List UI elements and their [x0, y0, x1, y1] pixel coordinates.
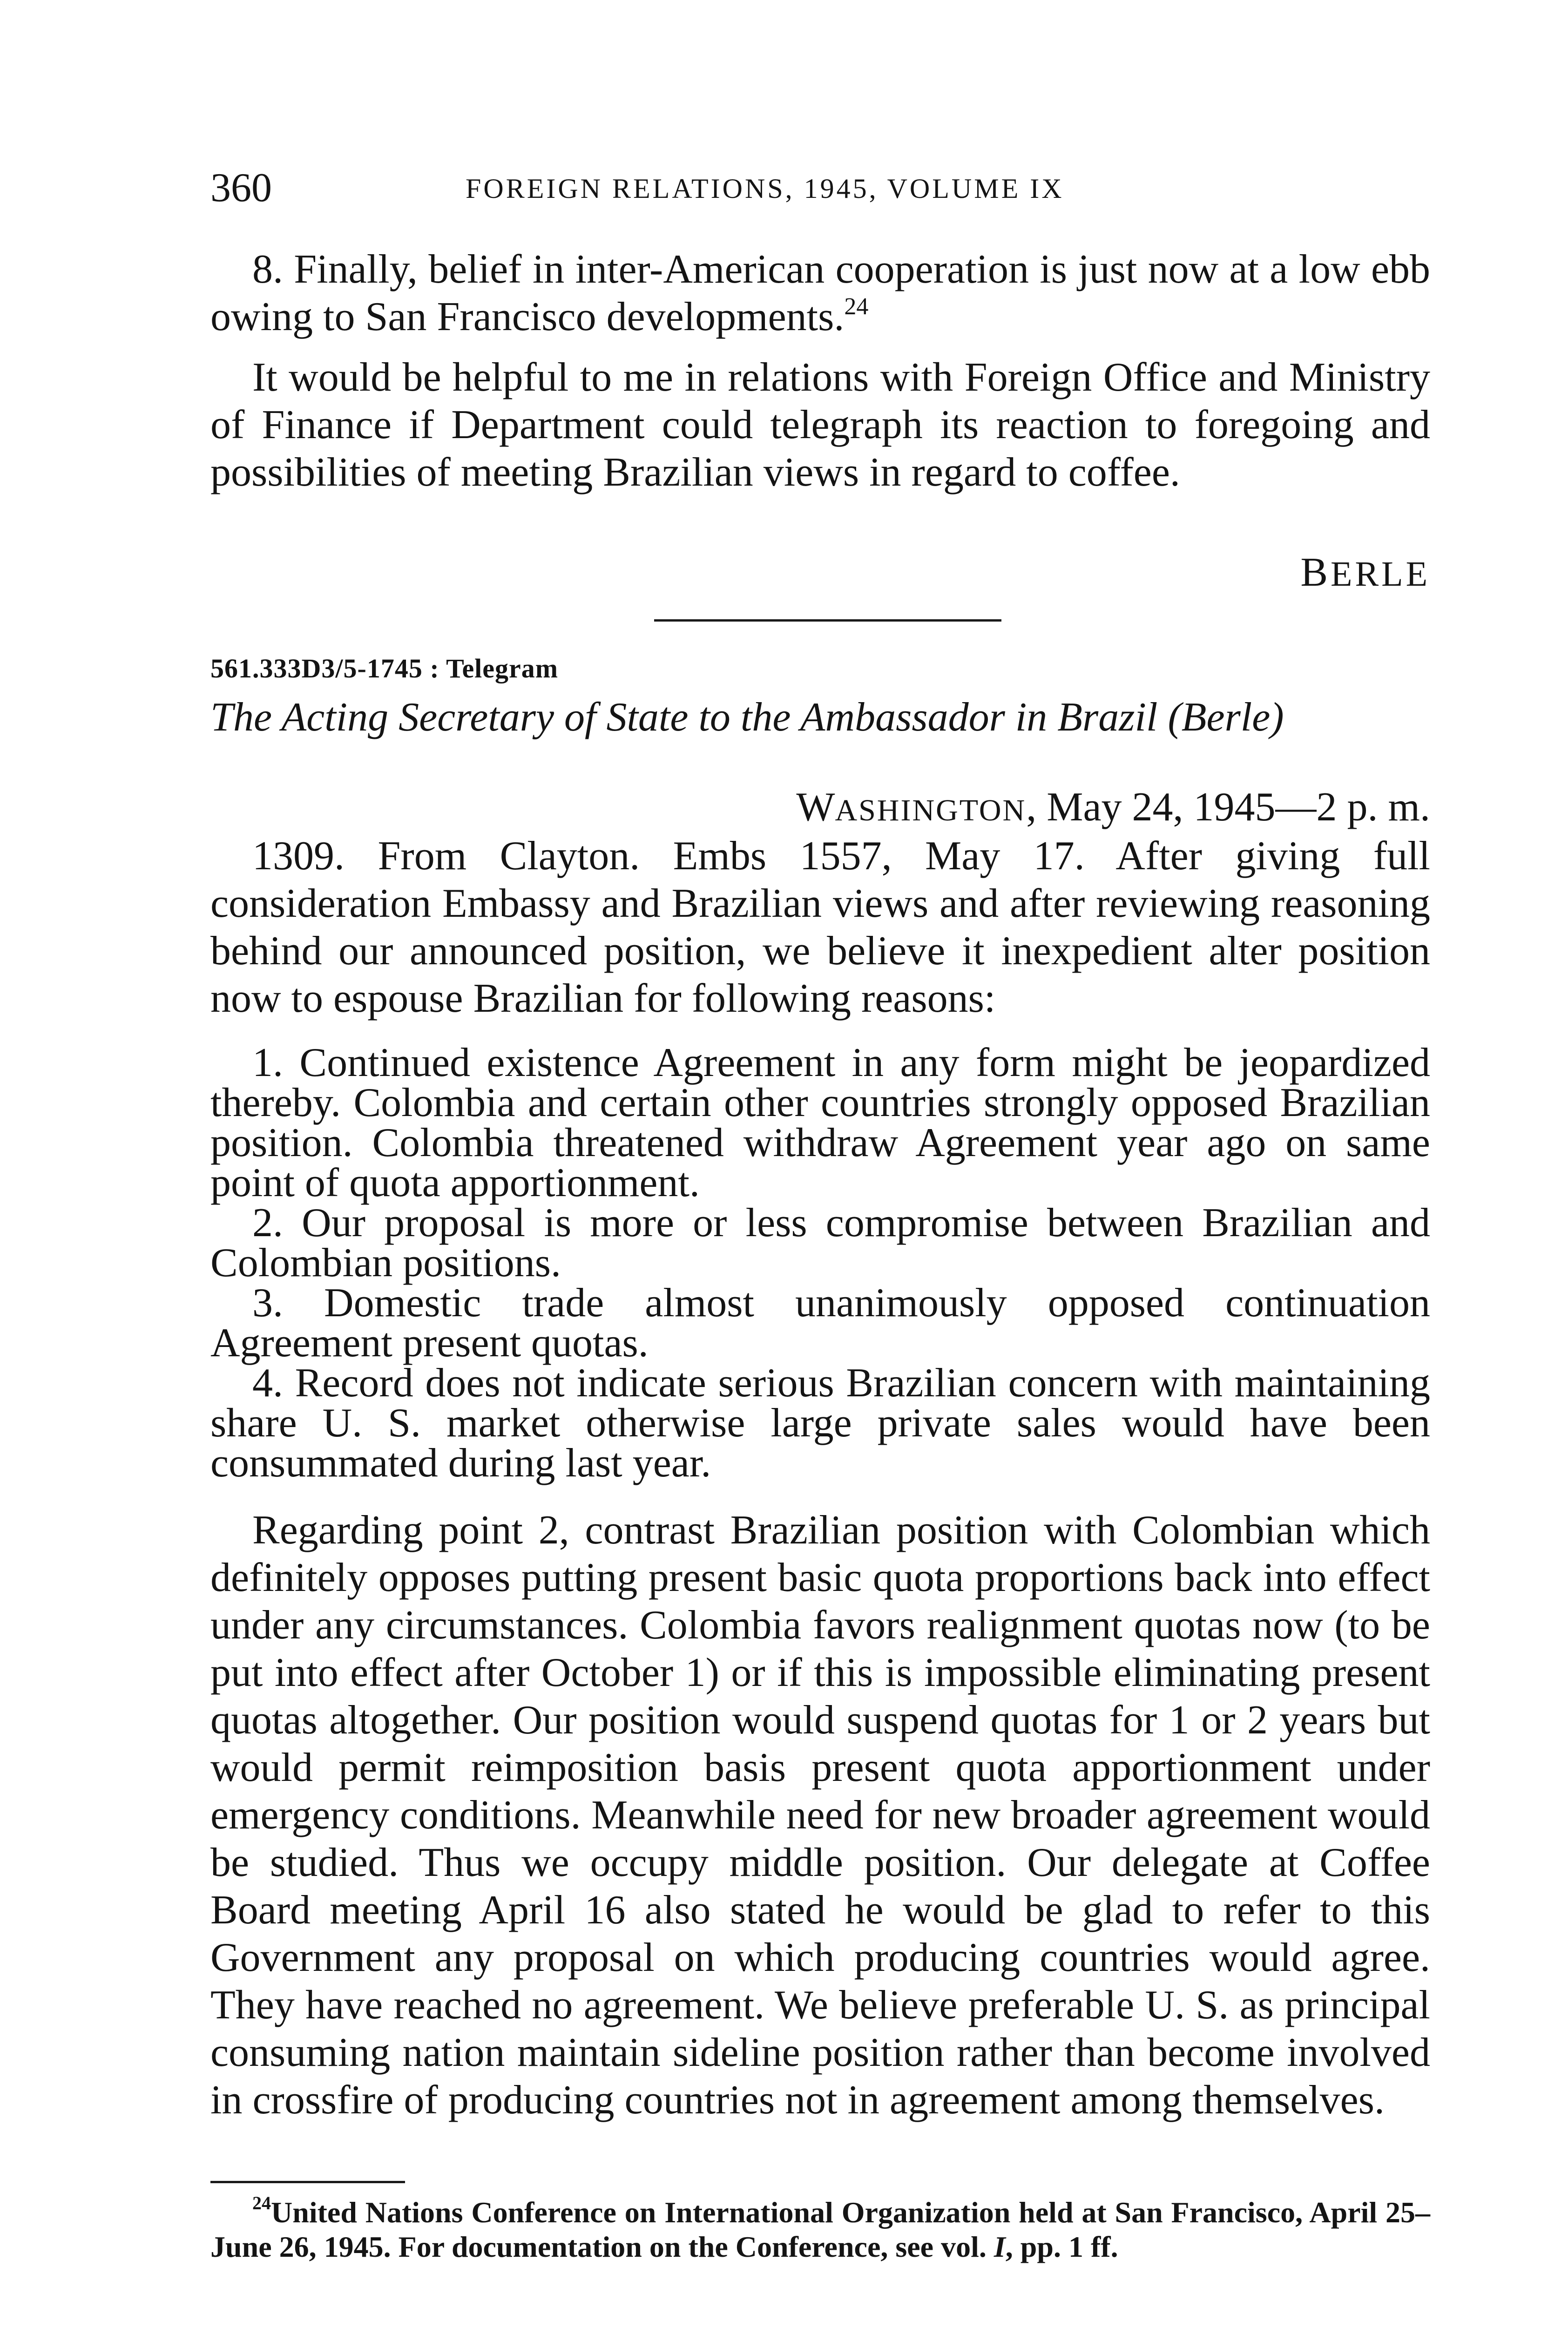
prior-closing-paragraph: It would be helpful to me in relations with Foreign Office and Ministry of Finance if Department could telegraph its reaction to foregoing and possibilities of meeting Brazilian views in regard to coffee.: [210, 355, 1430, 495]
reasons-list: [210, 1040, 1430, 1486]
reason-item-1: 1. Continued existence Agreement in any form might be jeopardized thereby. Colombia and certain other countries strongly opposed Brazilian position. Colombia threatened withdraw Agreement year ago on same point of quota apportionment.: [210, 1040, 1430, 1205]
page-number: 360: [210, 165, 272, 210]
footnote-text-after: , pp. 1 ff.: [1005, 2230, 1118, 2263]
footnote-volume: I: [994, 2230, 1006, 2263]
footnote-reference-24: 24: [844, 293, 869, 320]
dateline: [796, 787, 1430, 828]
reason-item-3: 3. Domestic trade almost unanimously opposed continuation Agreement present quotas.: [210, 1280, 1430, 1366]
point-2-paragraph: Regarding point 2, contrast Brazilian position with Colombian which definitely opposes putting present basic quota proportions back into effect under any circumstances. Colombia favors realignment quotas now (to be put into effect after October 1) or if this is impossible eliminating present quotas altogether. Our position would suspend quotas for 1 or 2 years but would permit reimposition basis present quota apportionment under emergency conditions. Meanwhile need for new broader agreement would be studied. Thus we occupy middle position. Our delegate at Coffee Board meeting April 16 also stated he would be glad to refer to this Government any proposal on which producing countries would agree. They have reached no agreement. We believe preferable U. S. as principal consuming nation maintain sideline position rather than become involved in crossfire of producing countries not in agreement among themselves.: [210, 1508, 1430, 2123]
footnote-24: [210, 2195, 1430, 2264]
signature-initial: B: [1300, 550, 1331, 595]
dateline-rest: , May 24, 1945—2 p. m.: [1026, 785, 1430, 830]
dateline-smallcaps: ASHINGTON: [835, 793, 1027, 827]
prior-paragraph-8-text: 8. Finally, belief in inter-American cooperation is just now at a low ebb owing to San Francisco developments.: [210, 247, 1430, 339]
heading-name: Berle: [1181, 695, 1271, 740]
reason-item-2: 2. Our proposal is more or less compromise between Brazilian and Colombian positions.: [210, 1200, 1430, 1286]
footnote-text-before: United Nations Conference on International Organization held at San Francisco, April 25–June 26, 1945. For documentation on the Conference, see vol.: [210, 2196, 1430, 2263]
prior-paragraph-8: [210, 246, 1430, 341]
telegram-intro-paragraph: 1309. From Clayton. Embs 1557, May 17. After giving full consideration Embassy and Brazilian views and after reviewing reasoning behind our announced position, we believe it inexpedient alter position now to espouse Brazilian for following reasons:: [210, 833, 1430, 1021]
dateline-initial: W: [796, 785, 835, 830]
document-separator-rule: [654, 619, 1001, 622]
file-number: 561.333D3/5-1745 : Telegram: [210, 653, 559, 684]
signature: [1300, 552, 1430, 593]
reason-item-4: 4. Record does not indicate serious Brazilian concern with maintaining share U. S. market otherwise large private sales would have been consummated during last year.: [210, 1360, 1430, 1486]
footnote-marker: 24: [252, 2193, 271, 2213]
heading-main: The Acting Secretary of State to the Ambassador in Brazil (: [210, 695, 1182, 740]
footnote-rule: [210, 2181, 405, 2183]
document-heading: [210, 697, 1430, 738]
signature-rest: ERLE: [1331, 555, 1430, 594]
heading-close: ): [1270, 695, 1284, 740]
running-title: FOREIGN RELATIONS, 1945, VOLUME IX: [466, 173, 1064, 204]
